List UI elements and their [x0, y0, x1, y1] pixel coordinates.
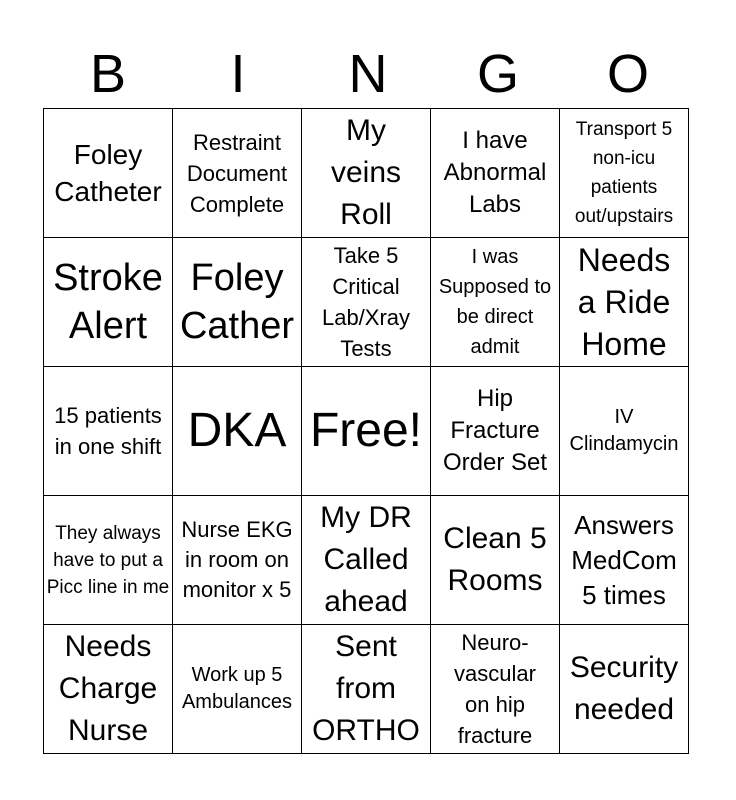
bingo-cell[interactable] [173, 238, 302, 367]
bingo-cell[interactable] [431, 238, 560, 367]
bingo-cell[interactable] [173, 496, 302, 625]
bingo-cell[interactable] [560, 109, 689, 238]
cell-text: Free! [309, 404, 423, 457]
bingo-cell[interactable] [431, 367, 560, 496]
bingo-cell[interactable] [302, 367, 431, 496]
cell-text: They always have to put a Picc line in me [46, 522, 170, 598]
header-letter-g: G [476, 44, 519, 104]
bingo-cell[interactable] [302, 109, 431, 238]
cell-text: Work up 5 Ambulances [181, 664, 293, 713]
cell-text: Needs Charge Nurse [58, 630, 158, 747]
bingo-grid [43, 108, 689, 754]
bingo-cell[interactable] [302, 238, 431, 367]
bingo-cell[interactable] [560, 238, 689, 367]
header-letter-i: I [230, 44, 246, 104]
cell-text: I was Supposed to be direct admit [438, 246, 552, 358]
cell-text: Hip Fracture Order Set [442, 385, 548, 476]
bingo-cell[interactable] [302, 496, 431, 625]
bingo-cell[interactable] [560, 496, 689, 625]
cell-text: Foley Cather [179, 257, 295, 347]
cell-text: I have Abnormal Labs [443, 127, 547, 218]
bingo-cell[interactable] [44, 367, 173, 496]
cell-text: DKA [187, 404, 287, 457]
cell-text: Clean 5 Rooms [443, 522, 547, 597]
bingo-cell[interactable] [431, 109, 560, 238]
cell-text: My veins Roll [330, 114, 402, 231]
bingo-cell[interactable] [302, 625, 431, 754]
header-letter-b: B [89, 44, 127, 104]
cell-text: Nurse EKG in room on monitor x 5 [181, 517, 293, 602]
bingo-cell[interactable] [173, 109, 302, 238]
cell-text: IV Clindamycin [569, 406, 679, 455]
cell-text: Sent from ORTHO [312, 630, 420, 747]
bingo-row [44, 625, 689, 754]
cell-text: Needs a Ride Home [577, 242, 671, 362]
cell-text: Take 5 Critical Lab/Xray Tests [321, 243, 411, 361]
cell-text: My DR Called ahead [320, 501, 412, 618]
bingo-cell[interactable] [431, 625, 560, 754]
header-letter-n: N [348, 44, 388, 104]
bingo-header [43, 40, 693, 108]
cell-text: Restraint Document Complete [186, 129, 288, 217]
bingo-cell[interactable] [173, 367, 302, 496]
cell-text: Answers MedCom 5 times [571, 509, 677, 610]
bingo-cell[interactable] [431, 496, 560, 625]
header-letter-o: O [606, 44, 649, 104]
bingo-cell[interactable] [44, 496, 173, 625]
cell-text: Foley Catheter [54, 139, 162, 207]
bingo-row [44, 238, 689, 367]
cell-text: Security needed [569, 651, 679, 726]
bingo-cell[interactable] [44, 109, 173, 238]
bingo-row [44, 367, 689, 496]
cell-text: Stroke Alert [53, 257, 163, 347]
bingo-cell[interactable] [560, 367, 689, 496]
bingo-row [44, 496, 689, 625]
bingo-cell[interactable] [173, 625, 302, 754]
bingo-cell[interactable] [560, 625, 689, 754]
bingo-cell[interactable] [44, 625, 173, 754]
bingo-row [44, 109, 689, 238]
cell-text: 15 patients in one shift [54, 403, 162, 459]
bingo-cell[interactable] [44, 238, 173, 367]
cell-text: Transport 5 non-icu patients out/upstairs [574, 119, 674, 227]
cell-text: Neuro-vascular on hip fracture [454, 630, 536, 748]
